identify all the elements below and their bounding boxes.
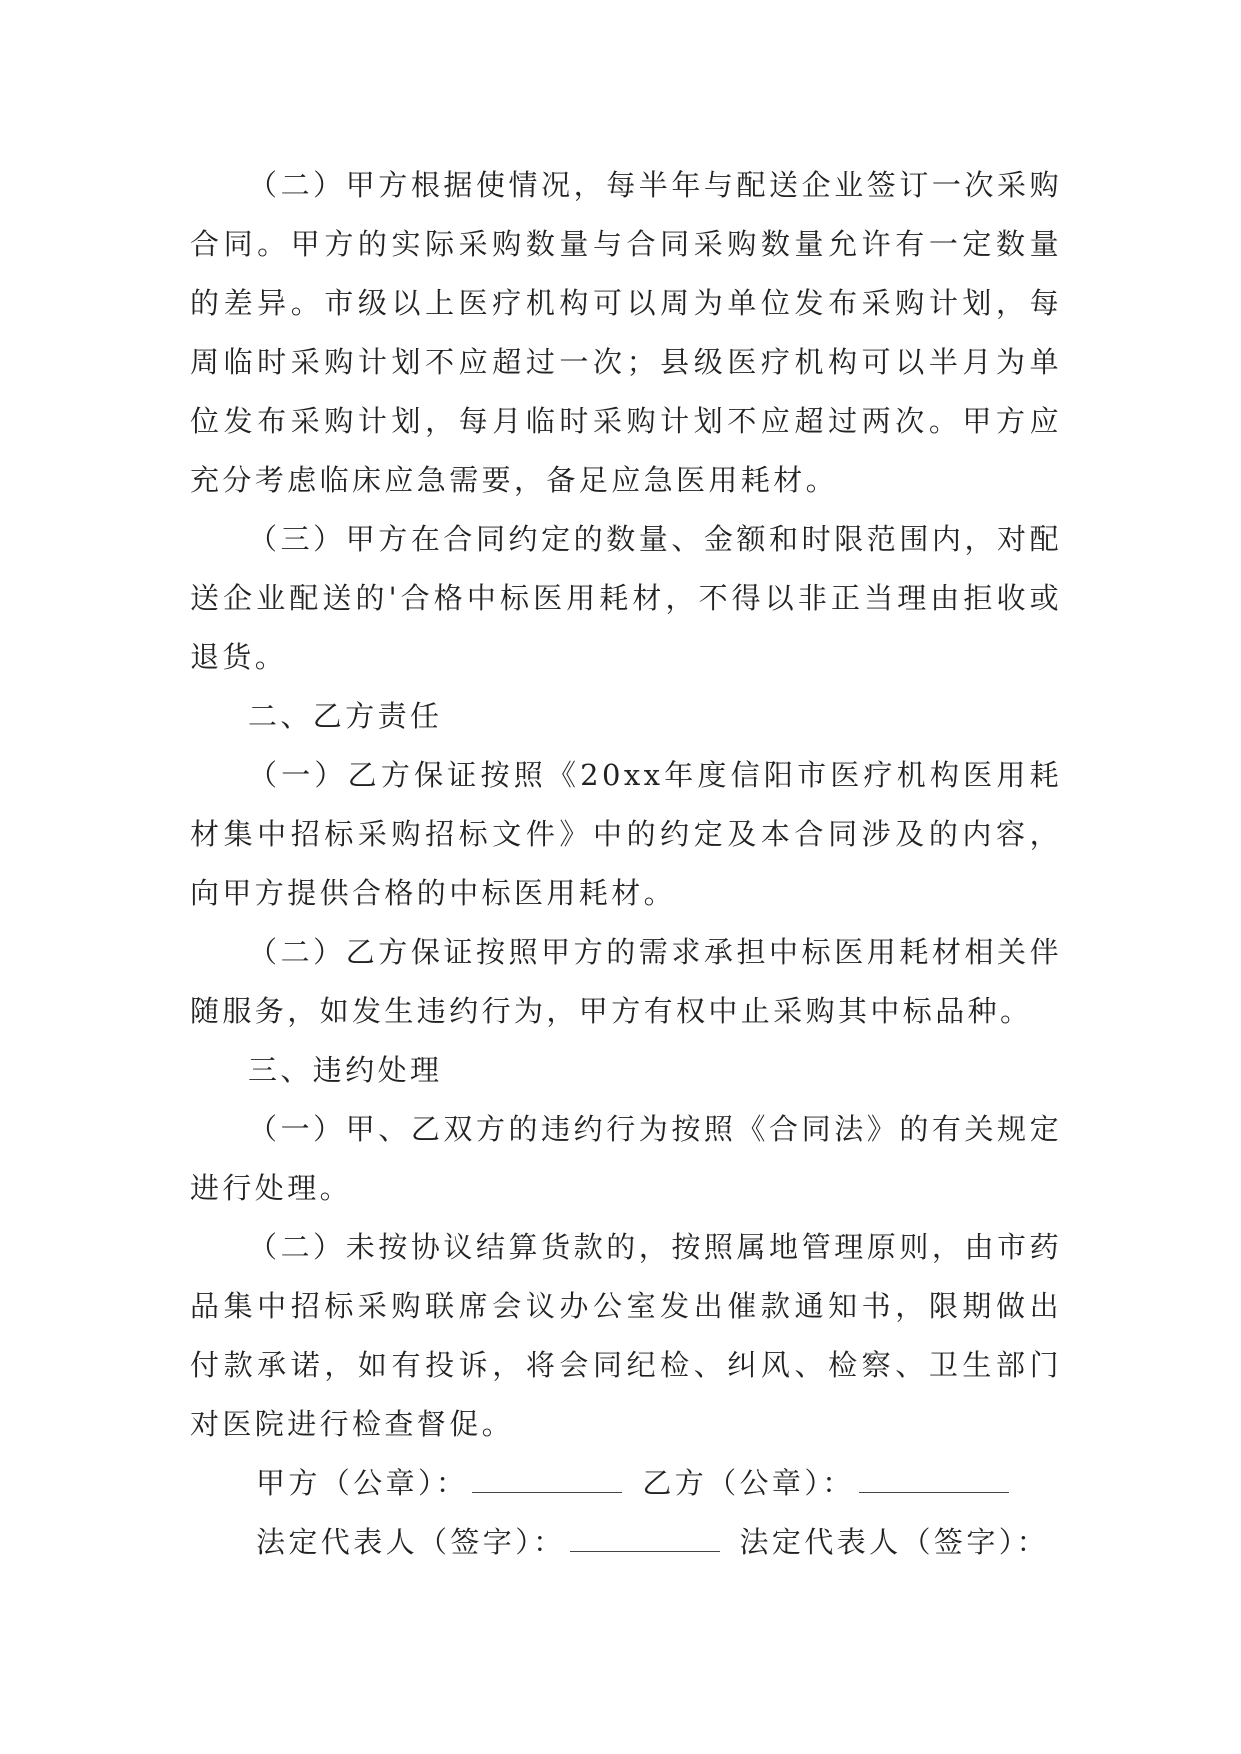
party-a-seal-label: 甲方（公章）： (256, 1466, 469, 1500)
party-a-seal-blank (472, 1468, 622, 1493)
paragraph: （二）未按协议结算货款的，按照属地管理原则，由市药品集中招标采购联席会议办公室发出催款通知书，限期做出付款承诺，如有投诉，将会同纪检、纠风、检察、卫生部门对医院进行检查督促。 (190, 1230, 1062, 1441)
paragraph: （一）甲、乙双方的违约行为按照《合同法》的有关规定进行处理。 (190, 1112, 1062, 1205)
party-a-rep-blank (570, 1527, 720, 1552)
paragraph: （一）乙方保证按照《20xx年度信阳市医疗机构医用耗材集中招标采购招标文件》中的约定及本合同涉及的内容，向甲方提供合格的中标医用耗材。 (190, 758, 1062, 910)
section-heading: 三、违约处理 (248, 1053, 443, 1087)
party-b-seal-label: 乙方（公章）： (642, 1466, 855, 1500)
paragraph: （二）甲方根据使情况，每半年与配送企业签订一次采购合同。甲方的实际采购数量与合同采购数量允许有一定数量的差异。市级以上医疗机构可以周为单位发布采购计划，每周临时采购计划不应超过一次；县级医疗机构可以半月为单位发布采购计划，每月临时采购计划不应超过两次。甲方应充分考虑临床应急需要，备足应急医用耗材。 (190, 168, 1062, 497)
paragraph: （三）甲方在合同约定的数量、金额和时限范围内，对配送企业配送的'合格中标医用耗材，不得以非正当理由拒收或退货。 (190, 522, 1062, 674)
document-body (190, 156, 1062, 1572)
party-b-rep-label: 法定代表人（签字）： (739, 1525, 1050, 1559)
party-b-seal-blank (859, 1468, 1009, 1493)
party-a-rep-label: 法定代表人（签字）： (256, 1525, 566, 1559)
section-heading: 二、乙方责任 (248, 699, 443, 733)
paragraph: （二）乙方保证按照甲方的需求承担中标医用耗材相关伴随服务，如发生违约行为，甲方有权中止采购其中标品种。 (190, 935, 1062, 1028)
signature-row-seal (190, 1454, 1062, 1513)
signature-row-representative (190, 1513, 1062, 1572)
